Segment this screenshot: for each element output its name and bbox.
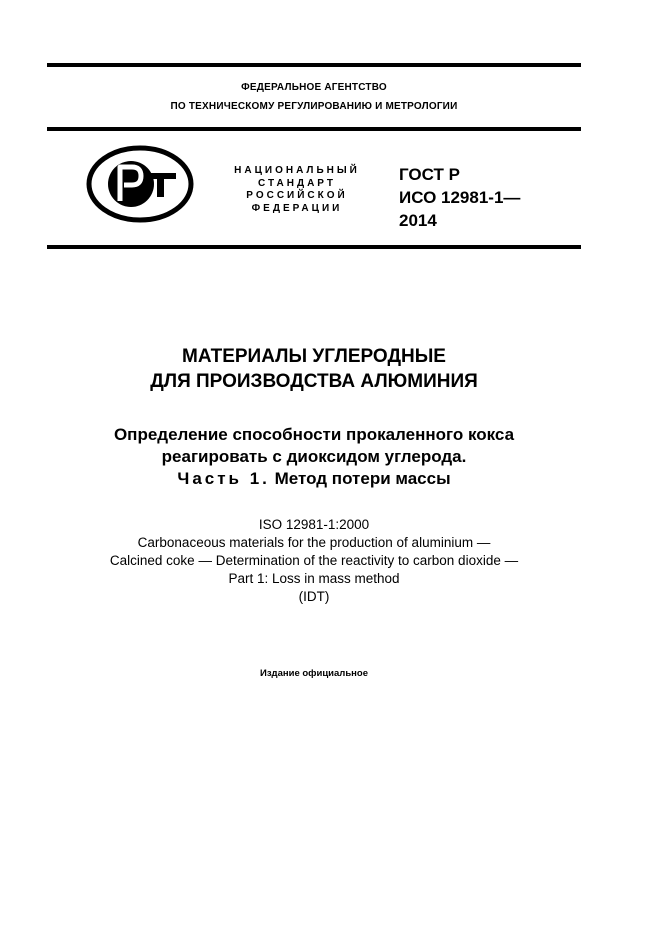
standard-number-line-2: ИСО 12981-1— <box>399 188 521 207</box>
gost-r-logo-icon <box>86 145 194 223</box>
national-standard-label <box>222 165 372 215</box>
document-part-line <box>30 468 598 490</box>
official-edition-label: Издание официальное <box>260 668 368 679</box>
iso-reference-line-1: ISO 12981-1:2000 <box>258 517 370 532</box>
iso-reference-line-5: (IDT) <box>298 589 330 604</box>
part-label: Часть 1. <box>177 469 270 488</box>
national-standard-line-2: СТАНДАРТ <box>258 177 336 189</box>
top-rule <box>47 63 581 67</box>
national-standard-line-1: НАЦИОНАЛЬНЫЙ <box>234 165 360 176</box>
bottom-rule <box>47 245 581 249</box>
agency-name-line-1: ФЕДЕРАЛЬНОЕ АГЕНТСТВО <box>241 82 387 93</box>
middle-rule <box>47 127 581 131</box>
document-title-line-2: ДЛЯ ПРОИЗВОДСТВА АЛЮМИНИЯ <box>150 371 478 392</box>
standard-number-line-3: 2014 <box>399 211 437 230</box>
standard-number <box>399 163 520 232</box>
national-standard-line-3: РОССИЙСКОЙ <box>246 190 348 201</box>
part-title: Метод потери массы <box>274 469 451 488</box>
document-title-line-1: МАТЕРИАЛЫ УГЛЕРОДНЫЕ <box>182 346 446 367</box>
document-subtitle-line-2: реагировать с диоксидом углерода. <box>161 447 467 466</box>
agency-name-line-2: ПО ТЕХНИЧЕСКОМУ РЕГУЛИРОВАНИЮ И МЕТРОЛОГИИ <box>170 101 458 112</box>
iso-reference-line-4: Part 1: Loss in mass method <box>228 571 400 586</box>
national-standard-line-4: ФЕДЕРАЦИИ <box>251 202 343 214</box>
standard-number-line-1: ГОСТ Р <box>399 165 460 184</box>
document-subtitle-line-1: Определение способности прокаленного кокса <box>113 425 515 444</box>
iso-reference-line-2: Carbonaceous materials for the production of aluminium — <box>137 535 491 550</box>
iso-reference-line-3: Calcined coke — Determination of the reactivity to carbon dioxide — <box>109 553 519 568</box>
